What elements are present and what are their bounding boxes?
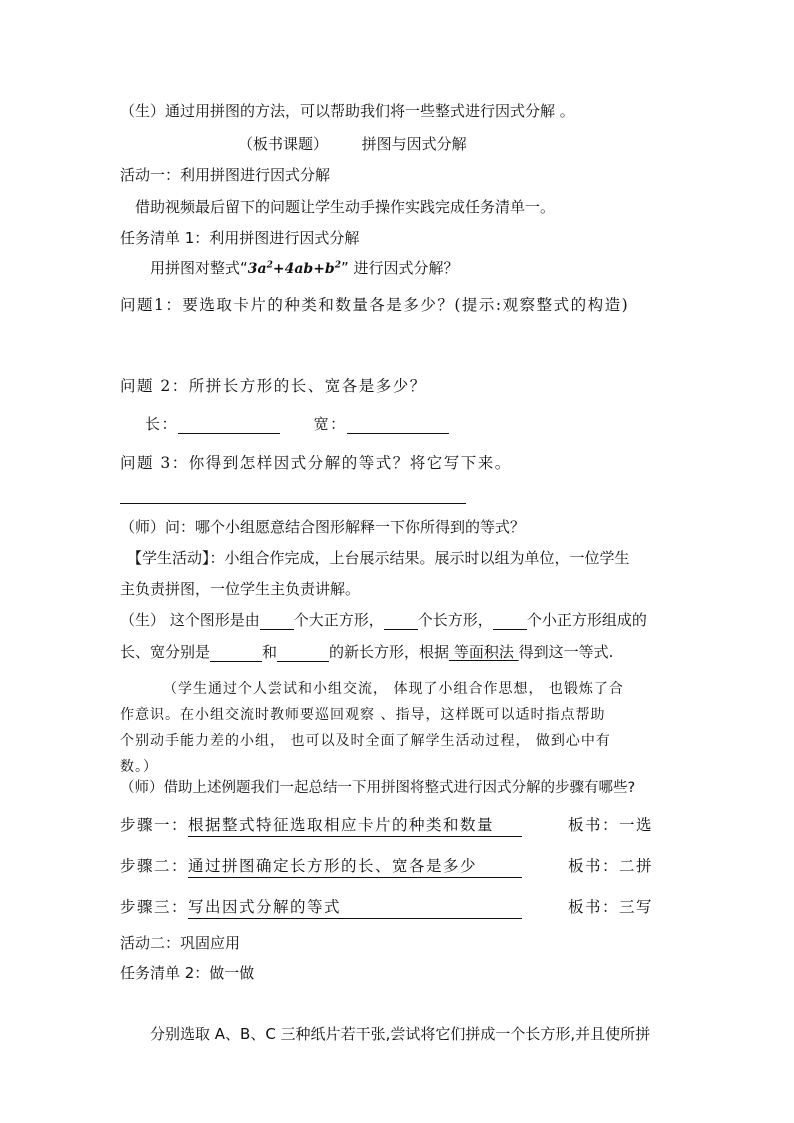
fill-text-1c: 个长方形， <box>417 611 493 629</box>
step-two-label: 步骤二： <box>120 857 189 875</box>
student-fill-line2 <box>120 642 613 662</box>
blank-big-square-count[interactable] <box>260 613 294 630</box>
step-three-row <box>120 897 522 919</box>
board-two-assemble: 板书：二拼 <box>568 857 654 875</box>
blank-length[interactable] <box>210 645 262 662</box>
step-three-answer <box>188 897 522 919</box>
question-one: 问题1：要选取卡片的种类和数量各是多少？(提示:观察整式的构造) <box>120 296 630 314</box>
question-two: 问题 2：所拼长方形的长、宽各是多少？ <box>120 377 427 395</box>
blank-small-square-count[interactable] <box>493 613 527 630</box>
answer-line-q3[interactable] <box>120 503 466 504</box>
fill-text-2d: 得到这一等式. <box>518 643 614 661</box>
step-three-text: 写出因式分解的等式 <box>188 898 342 916</box>
formula-term-1: 3a <box>247 261 267 277</box>
equal-area-method: 等面积法 <box>449 643 519 661</box>
intro-paragraph: 借助视频最后留下的问题让学生动手操作实践完成任务清单一。 <box>135 198 556 216</box>
board-title-line <box>238 134 467 154</box>
length-blank[interactable] <box>178 417 280 434</box>
length-label: 长： <box>145 415 179 433</box>
step-two-row <box>120 856 522 878</box>
summary-question: （师）借助上述例题我们一起总结一下用拼图将整式进行因式分解的步骤有哪些? <box>120 780 636 796</box>
task-two-paragraph: 分别选取 A、B、C 三种纸片若干张,尝试将它们拼成一个长方形,并且使所拼 <box>150 1025 651 1043</box>
step-one-row <box>120 815 522 837</box>
student-activity-line2: 主负责拼图，一位学生主负责讲解。 <box>120 580 361 598</box>
activity-two-heading: 活动二：巩固应用 <box>120 934 241 952</box>
length-width-answer-line <box>145 414 449 434</box>
task-list-two-heading: 任务清单 2：做一做 <box>120 964 255 982</box>
polynomial-formula <box>248 261 341 277</box>
step-two-answer <box>188 856 522 878</box>
student-fill-line1 <box>120 610 647 630</box>
question-three: 问题 3：你得到怎样因式分解的等式？将它写下来。 <box>120 454 512 472</box>
fill-text-2b: 和 <box>262 643 278 661</box>
note-line-4: 数。） <box>120 759 158 775</box>
blank-rectangle-count[interactable] <box>384 613 418 630</box>
formula-exp-2: 2 <box>334 260 341 271</box>
task-one-prompt-end: ” 进行因式分解？ <box>340 259 459 277</box>
fill-text-1a: （生） 这个图形是由 <box>120 611 260 629</box>
board-one-select: 板书：一选 <box>568 816 654 834</box>
step-three-label: 步骤三： <box>120 898 189 916</box>
step-one-text: 根据整式特征选取相应卡片的种类和数量 <box>188 816 495 834</box>
activity-one-heading: 活动一：利用拼图进行因式分解 <box>120 166 331 184</box>
note-line-3: 个别动手能力差的小组， 也可以及时全面了解学生活动过程， 做到心中有 <box>120 733 611 749</box>
task-list-one-heading: 任务清单 1：利用拼图进行因式分解 <box>120 229 360 247</box>
student-activity-text-1: ：小组合作完成，上台展示结果。展示时以组为单位，一位学生 <box>209 549 630 567</box>
note-line-1: （学生通过个人尝试和小组交流， 体现了小组合作思想， 也锻炼了合 <box>163 681 624 697</box>
fill-text-2c: 的新长方形，根据 <box>329 643 450 661</box>
formula-term-2: +4ab+b <box>272 261 335 277</box>
student-activity-line1 <box>127 548 630 568</box>
paragraph-student-intro: （生）通过用拼图的方法，可以帮助我们将一些整式进行因式分解 。 <box>120 102 575 120</box>
blank-width[interactable] <box>277 645 329 662</box>
fill-text-1d: 个小正方形组成的 <box>526 611 647 629</box>
width-blank[interactable] <box>347 417 449 434</box>
task-one-prompt <box>150 258 459 279</box>
width-label: 宽： <box>313 415 347 433</box>
formula-exp-1: 2 <box>266 260 273 271</box>
task-one-prompt-start: 用拼图对整式“ <box>150 259 248 277</box>
step-one-answer <box>188 815 522 837</box>
fill-text-1b: 个大正方形， <box>293 611 384 629</box>
student-activity-label: 【学生活动】 <box>127 549 210 567</box>
board-three-write: 板书：三写 <box>568 898 654 916</box>
fill-text-2a: 长、宽分别是 <box>120 643 211 661</box>
step-one-label: 步骤一： <box>120 816 189 834</box>
board-title-label: （板书课题） <box>238 135 329 153</box>
teacher-question: （师）问：哪个小组愿意结合图形解释一下你所得到的等式？ <box>120 518 526 536</box>
note-line-2: 作意识。在小组交流时教师要巡回观察 、指导，这样既可以适时指点帮助 <box>120 707 606 723</box>
lesson-title: 拼图与因式分解 <box>361 135 467 153</box>
step-two-text: 通过拼图确定长方形的长、宽各是多少 <box>188 857 478 875</box>
